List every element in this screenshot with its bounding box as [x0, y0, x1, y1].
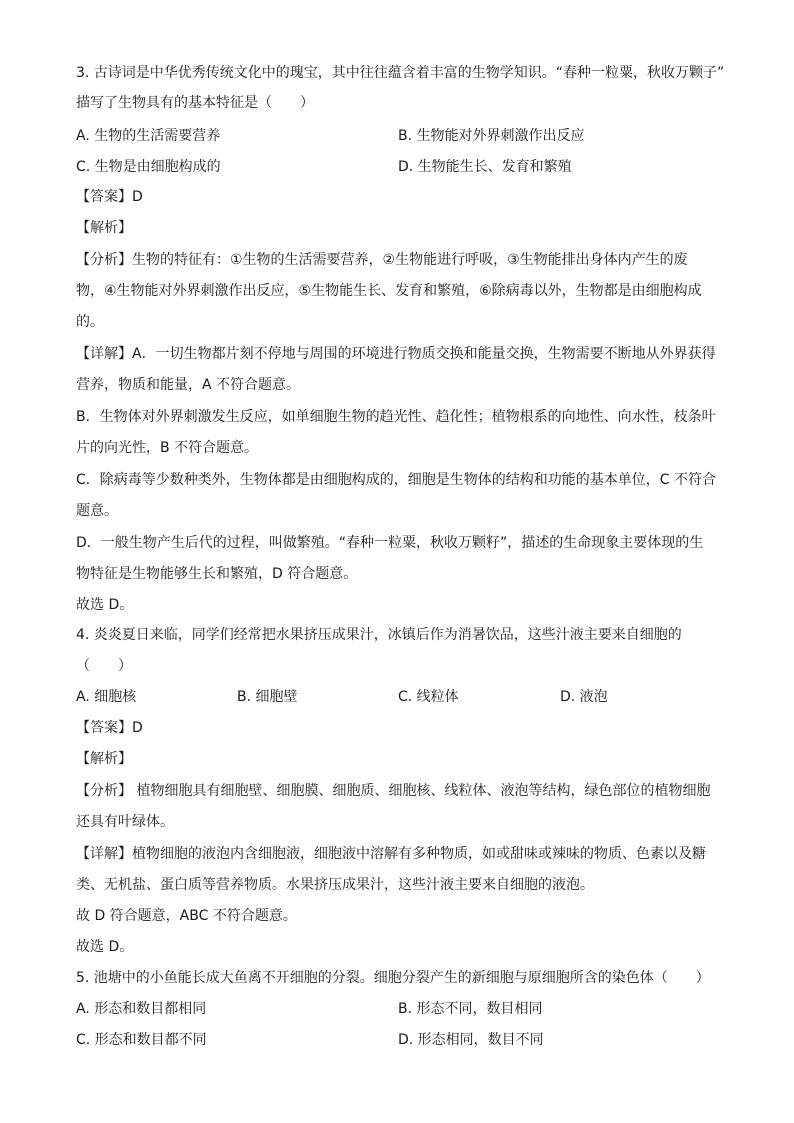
q4-detail-line-2: 类、无机盐、蛋白质等营养物质。水果挤压成果汁，这些汁液主要来自细胞的液泡。: [76, 877, 594, 893]
q3-stem-line-2: 描写了生物具有的基本特征是（ ）: [76, 95, 314, 111]
q4-answer: 【答案】D: [76, 720, 143, 736]
q4-stem-line-1: 4. 炎炎夏日来临，同学们经常把水果挤压成果汁，冰镇后作为消暑饮品，这些汁液主要来自细胞的: [76, 627, 682, 643]
q3-detail-line-5: C．除病毒等少数种类外，生物体都是由细胞构成的，细胞是生物体的结构和功能的基本单位，C 不符合: [76, 472, 716, 488]
q4-analysis-line-1: 【分析】 植物细胞具有细胞壁、细胞膜、细胞质、细胞核、线粒体、液泡等结构，绿色部位的植物细胞: [76, 783, 711, 799]
q3-analysis-line-2: 物，④生物能对外界刺激作出反应，⑤生物能生长、发育和繁殖，⑥除病毒以外，生物都是由细胞构成: [76, 283, 702, 299]
q3-answer: 【答案】D: [76, 189, 143, 205]
q4-detail-line-3: 故 D 符合题意，ABC 不符合题意。: [76, 908, 297, 924]
q4-jiexi-heading: 【解析】: [76, 751, 132, 767]
q3-detail-line-1: 【详解】A．一切生物都片刻不停地与周围的环境进行物质交换和能量交换，生物需要不断地从外界获得: [76, 346, 716, 362]
q3-option-b: B. 生物能对外界刺激作出反应: [398, 128, 585, 144]
q4-option-d: D. 液泡: [560, 689, 608, 705]
q3-conclusion: 故选 D。: [76, 597, 134, 613]
q4-option-c: C. 线粒体: [398, 689, 459, 705]
q3-option-d: D. 生物能生长、发育和繁殖: [398, 159, 572, 175]
q4-option-a: A. 细胞核: [76, 689, 137, 705]
q3-stem-line-1: 3. 古诗词是中华优秀传统文化中的瑰宝，其中往往蕴含着丰富的生物学知识。“春种一粒粟，秋收万颗子”: [76, 65, 725, 81]
q4-detail-line-1: 【详解】植物细胞的液泡内含细胞液，细胞液中溶解有多种物质，如或甜味或辣味的物质、色素以及糖: [76, 846, 706, 862]
q3-detail-line-3: B．生物体对外界刺激发生反应，如单细胞生物的趋光性、趋化性；植物根系的向地性、向水性，枝条叶: [76, 409, 716, 425]
q5-option-c: C. 形态和数目都不同: [76, 1032, 207, 1048]
q3-detail-line-2: 营养，物质和能量，A 不符合题意。: [76, 377, 301, 393]
q5-option-d: D. 形态相同，数目不同: [398, 1032, 544, 1048]
q3-detail-line-6: 题意。: [76, 503, 118, 519]
q4-conclusion: 故选 D。: [76, 939, 134, 955]
q3-option-a: A. 生物的生活需要营养: [76, 128, 221, 144]
q5-option-b: B. 形态不同，数目相同: [398, 1001, 543, 1017]
q5-stem-line-1: 5. 池塘中的小鱼能长成大鱼离不开细胞的分裂。细胞分裂产生的新细胞与原细胞所含的染色体（ ）: [76, 970, 710, 986]
q4-analysis-line-2: 还具有叶绿体。: [76, 814, 174, 830]
q4-stem-line-2: （ ）: [76, 658, 132, 674]
q3-detail-line-8: 物特征是生物能够生长和繁殖，D 符合题意。: [76, 566, 358, 582]
q3-detail-line-7: D．一般生物产生后代的过程，叫做繁殖。“春种一粒粟，秋收万颗籽”，描述的生命现象主要体现的生: [76, 535, 704, 551]
q3-detail-line-4: 片的向光性，B 不符合题意。: [76, 440, 259, 456]
q3-analysis-line-1: 【分析】生物的特征有：①生物的生活需要营养，②生物能进行呼吸，③生物能排出身体内产生的废: [76, 252, 688, 268]
q5-option-a: A. 形态和数目都相同: [76, 1001, 207, 1017]
q3-jiexi-heading: 【解析】: [76, 220, 132, 236]
q3-analysis-line-3: 的。: [76, 314, 104, 330]
q3-option-c: C. 生物是由细胞构成的: [76, 159, 221, 175]
q4-option-b: B. 细胞壁: [237, 689, 298, 705]
